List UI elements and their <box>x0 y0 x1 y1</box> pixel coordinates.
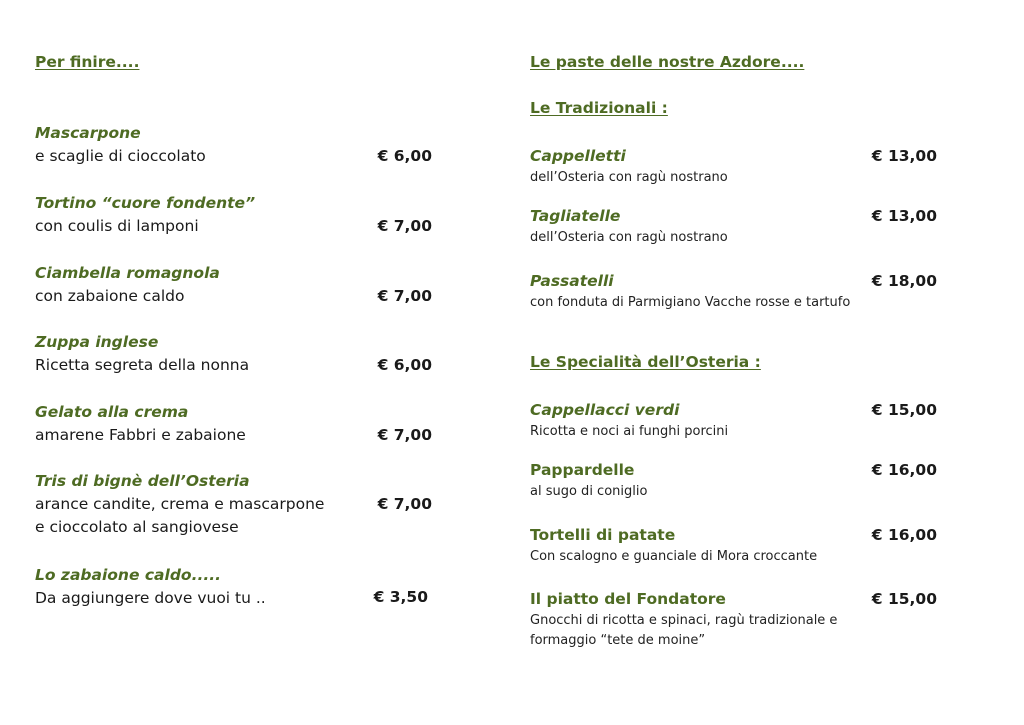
menu-item <box>35 192 435 238</box>
menu-item <box>35 401 435 447</box>
item-price: € 13,00 <box>871 207 937 225</box>
pasta-heading: Le paste delle nostre Azdore.... <box>530 53 805 71</box>
item-price: € 6,00 <box>377 356 432 374</box>
section-heading-specialties: Le Specialità dell’Osteria : <box>530 353 761 371</box>
desserts-heading: Per finire.... <box>35 53 140 71</box>
item-description: arance candite, crema e mascarpone <box>35 495 325 513</box>
item-name: Cappelletti <box>530 147 626 165</box>
item-description: al sugo di coniglio <box>530 484 648 499</box>
item-description: con fonduta di Parmigiano Vacche rosse e tartufo <box>530 295 851 310</box>
item-description: e scaglie di cioccolato <box>35 147 206 165</box>
item-description-line2: e cioccolato al sangiovese <box>35 518 239 536</box>
item-price: € 7,00 <box>377 287 432 305</box>
menu-item <box>530 399 940 442</box>
menu-item <box>530 145 940 188</box>
item-price: € 3,50 <box>373 588 428 606</box>
item-description: dell’Osteria con ragù nostrano <box>530 230 728 245</box>
item-price: € 16,00 <box>871 461 937 479</box>
menu-item <box>35 470 435 539</box>
item-description: dell’Osteria con ragù nostrano <box>530 170 728 185</box>
menu-item <box>35 122 435 168</box>
item-name: Zuppa inglese <box>35 333 159 351</box>
item-description: Con scalogno e guanciale di Mora croccante <box>530 549 818 564</box>
item-name: Cappellacci verdi <box>530 401 680 419</box>
item-name: Tagliatelle <box>530 207 621 225</box>
menu-item <box>530 459 940 502</box>
item-description: Da aggiungere dove vuoi tu .. <box>35 589 266 607</box>
item-description: con coulis di lamponi <box>35 217 199 235</box>
item-name: Gelato alla crema <box>35 403 189 421</box>
item-description: Gnocchi di ricotta e spinaci, ragù tradizionale e <box>530 613 838 628</box>
menu-item <box>530 524 940 567</box>
menu-item <box>35 564 435 610</box>
item-name: Tortino “cuore fondente” <box>35 194 256 212</box>
item-name: Passatelli <box>530 272 614 290</box>
menu-item <box>35 331 435 377</box>
item-description: Ricotta e noci ai funghi porcini <box>530 424 729 439</box>
item-price: € 7,00 <box>377 426 432 444</box>
section-heading-traditional: Le Tradizionali : <box>530 99 668 117</box>
item-description-line2: formaggio “tete de moine” <box>530 633 706 648</box>
item-name: Mascarpone <box>35 124 141 142</box>
item-price: € 13,00 <box>871 147 937 165</box>
item-name: Lo zabaione caldo..... <box>35 566 222 584</box>
menu-item <box>530 205 940 248</box>
item-description: amarene Fabbri e zabaione <box>35 426 246 444</box>
menu-item <box>530 588 940 651</box>
item-price: € 15,00 <box>871 590 937 608</box>
item-price: € 18,00 <box>871 272 937 290</box>
item-description: con zabaione caldo <box>35 287 185 305</box>
item-name: Pappardelle <box>530 461 635 479</box>
item-price: € 7,00 <box>377 217 432 235</box>
item-price: € 6,00 <box>377 147 432 165</box>
item-description: Ricetta segreta della nonna <box>35 356 250 374</box>
item-name: Tris di bignè dell’Osteria <box>35 472 250 490</box>
menu-item <box>530 270 940 313</box>
item-name: Il piatto del Fondatore <box>530 590 726 608</box>
menu-item <box>35 262 435 308</box>
item-name: Tortelli di patate <box>530 526 676 544</box>
item-price: € 15,00 <box>871 401 937 419</box>
item-name: Ciambella romagnola <box>35 264 220 282</box>
item-price: € 7,00 <box>377 495 432 513</box>
item-price: € 16,00 <box>871 526 937 544</box>
